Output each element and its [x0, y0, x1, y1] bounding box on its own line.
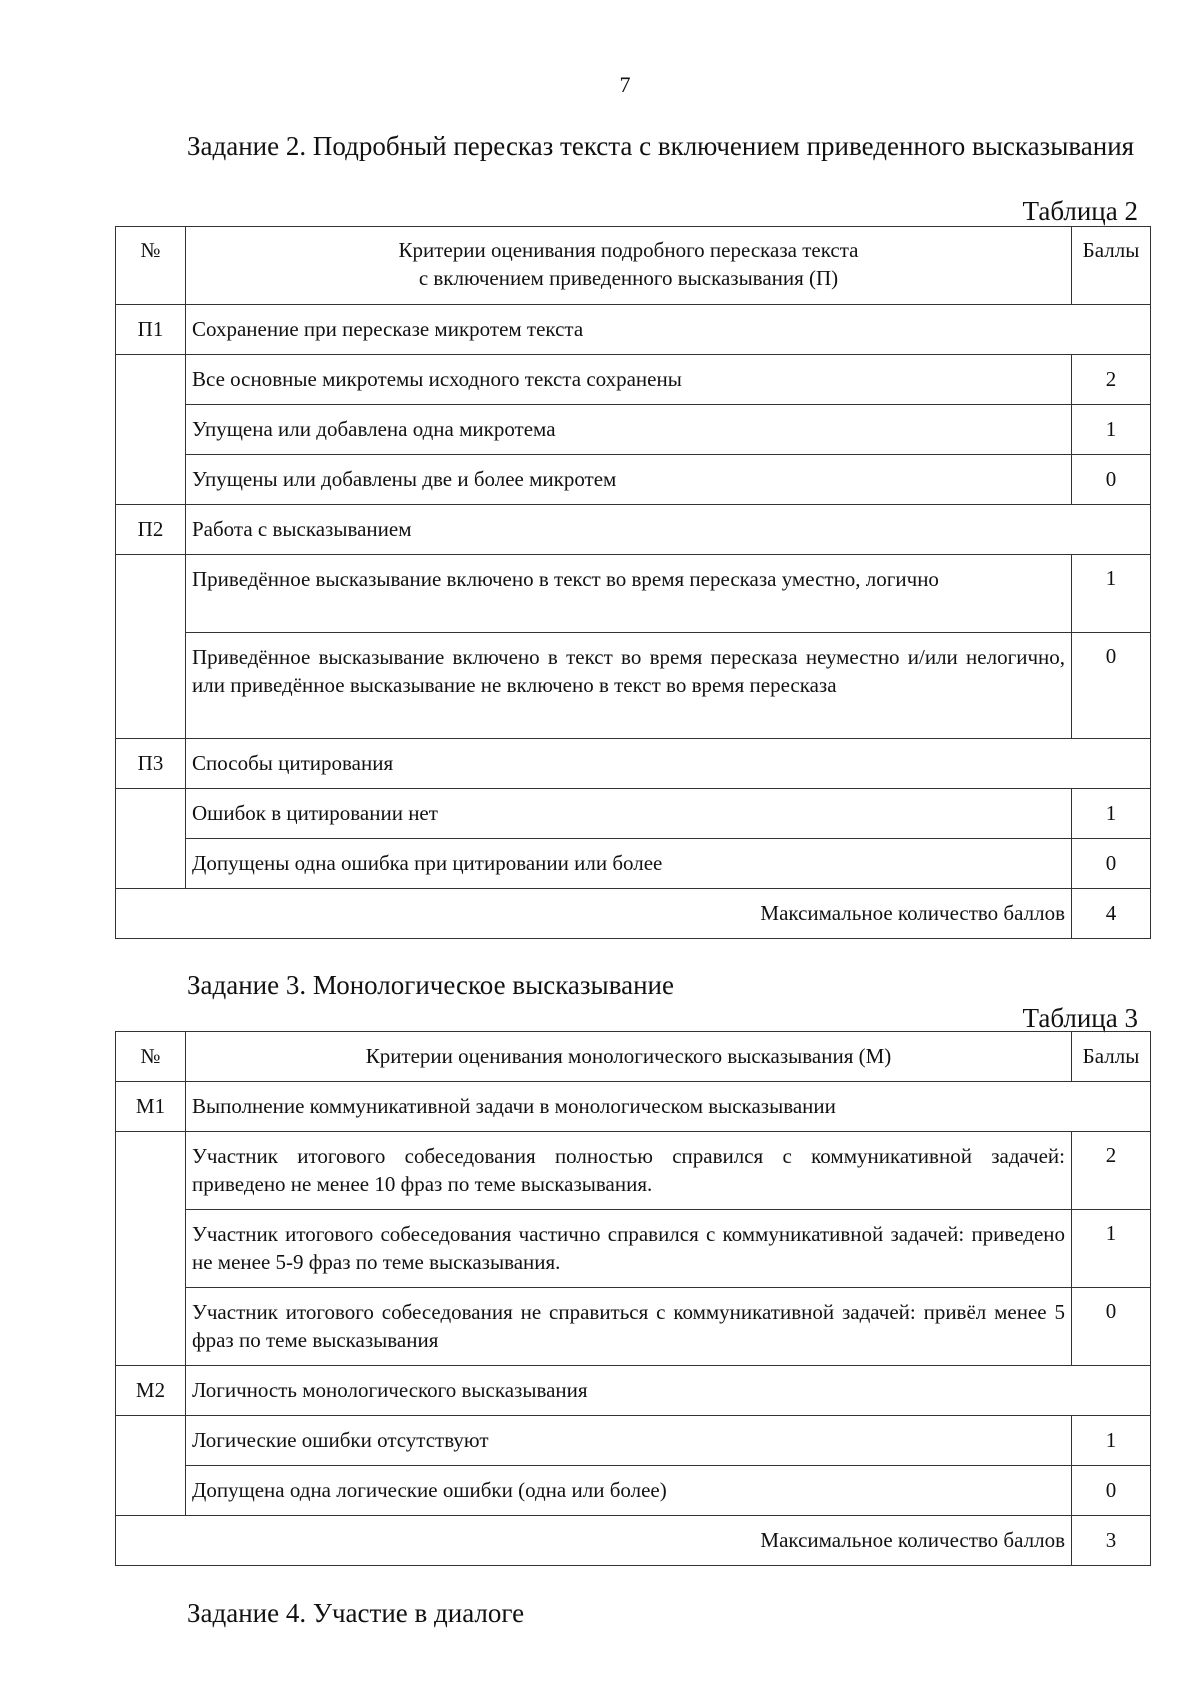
table-row	[116, 1132, 1151, 1210]
criterion-text: Упущены или добавлены две и более микротем	[186, 455, 1072, 505]
page-number: 7	[619, 72, 631, 97]
table2-caption: Таблица 2	[1022, 196, 1138, 226]
section-id: П3	[116, 739, 186, 789]
section-id: П2	[116, 505, 186, 555]
task3-title: Задание 3. Монологическое высказывание	[187, 970, 674, 1000]
table-header-row	[116, 227, 1151, 305]
table-row	[116, 555, 1151, 633]
section-title: Работа с высказыванием	[186, 505, 1151, 555]
criterion-text: Логические ошибки отсутствуют	[186, 1416, 1072, 1466]
criterion-points: 1	[1072, 789, 1151, 839]
empty-cell	[116, 1132, 186, 1366]
criterion-text: Ошибок в цитировании нет	[186, 789, 1072, 839]
table-row	[116, 355, 1151, 405]
total-label: Максимальное количество баллов	[116, 1516, 1072, 1566]
criterion-text: Допущена одна логические ошибки (одна или более)	[186, 1466, 1072, 1516]
section-id: М1	[116, 1082, 186, 1132]
section-title: Логичность монологического высказывания	[186, 1366, 1151, 1416]
criterion-text: Допущены одна ошибка при цитировании или более	[186, 839, 1072, 889]
task2-title: Задание 2. Подробный пересказ текста с включением приведенного высказывания	[187, 131, 1135, 161]
criterion-text: Участник итогового собеседования частично справился с коммуникативной задачей: приведено не менее 5-9 фраз по теме высказывания.	[186, 1210, 1072, 1288]
criterion-text: Участник итогового собеседования полностью справился с коммуникативной задачей: приведено не менее 10 фраз по теме высказывания.	[186, 1132, 1072, 1210]
header-criteria: Критерии оценивания подробного пересказа текста с включением приведенного высказывания (П)	[186, 227, 1072, 305]
criterion-points: 0	[1072, 839, 1151, 889]
criterion-points: 1	[1072, 555, 1151, 633]
section-row	[116, 505, 1151, 555]
table-row	[116, 405, 1151, 455]
section-row	[116, 1082, 1151, 1132]
criterion-points: 1	[1072, 405, 1151, 455]
task4-title: Задание 4. Участие в диалоге	[187, 1598, 525, 1628]
empty-cell	[116, 555, 186, 739]
criterion-points: 0	[1072, 633, 1151, 739]
table-header-row	[116, 1032, 1151, 1082]
criterion-text: Упущена или добавлена одна микротема	[186, 405, 1072, 455]
section-row	[116, 1366, 1151, 1416]
table2-criteria	[115, 226, 1151, 939]
header-points: Баллы	[1072, 1032, 1151, 1082]
empty-cell	[116, 789, 186, 889]
total-points: 4	[1072, 889, 1151, 939]
table-row	[116, 1210, 1151, 1288]
table-row	[116, 789, 1151, 839]
section-id: М2	[116, 1366, 186, 1416]
criterion-points: 2	[1072, 1132, 1151, 1210]
total-row	[116, 1516, 1151, 1566]
criterion-text: Приведённое высказывание включено в текст во время пересказа уместно, логично	[186, 555, 1072, 633]
table3-caption: Таблица 3	[1022, 1003, 1138, 1033]
criterion-text: Все основные микротемы исходного текста сохранены	[186, 355, 1072, 405]
header-points: Баллы	[1072, 227, 1151, 305]
section-title: Способы цитирования	[186, 739, 1151, 789]
section-title: Выполнение коммуникативной задачи в монологическом высказывании	[186, 1082, 1151, 1132]
criterion-points: 0	[1072, 1288, 1151, 1366]
total-label: Максимальное количество баллов	[116, 889, 1072, 939]
section-title: Сохранение при пересказе микротем текста	[186, 305, 1151, 355]
table-row	[116, 1466, 1151, 1516]
criterion-text: Приведённое высказывание включено в текст во время пересказа неуместно и/или нелогично, или приведённое высказывание не включено в текст во время пересказа	[186, 633, 1072, 739]
table3-criteria	[115, 1031, 1151, 1566]
header-num: №	[116, 1032, 186, 1082]
table-row	[116, 1288, 1151, 1366]
criterion-points: 0	[1072, 455, 1151, 505]
criterion-points: 2	[1072, 355, 1151, 405]
criterion-points: 1	[1072, 1210, 1151, 1288]
total-row	[116, 889, 1151, 939]
empty-cell	[116, 355, 186, 505]
section-row	[116, 305, 1151, 355]
table-row	[116, 839, 1151, 889]
section-row	[116, 739, 1151, 789]
total-points: 3	[1072, 1516, 1151, 1566]
criterion-text: Участник итогового собеседования не справиться с коммуникативной задачей: привёл менее 5 фраз по теме высказывания	[186, 1288, 1072, 1366]
criterion-points: 0	[1072, 1466, 1151, 1516]
section-id: П1	[116, 305, 186, 355]
table-row	[116, 1416, 1151, 1466]
criterion-points: 1	[1072, 1416, 1151, 1466]
header-criteria: Критерии оценивания монологического высказывания (М)	[186, 1032, 1072, 1082]
table-row	[116, 455, 1151, 505]
empty-cell	[116, 1416, 186, 1516]
header-num: №	[116, 227, 186, 305]
table-row	[116, 633, 1151, 739]
